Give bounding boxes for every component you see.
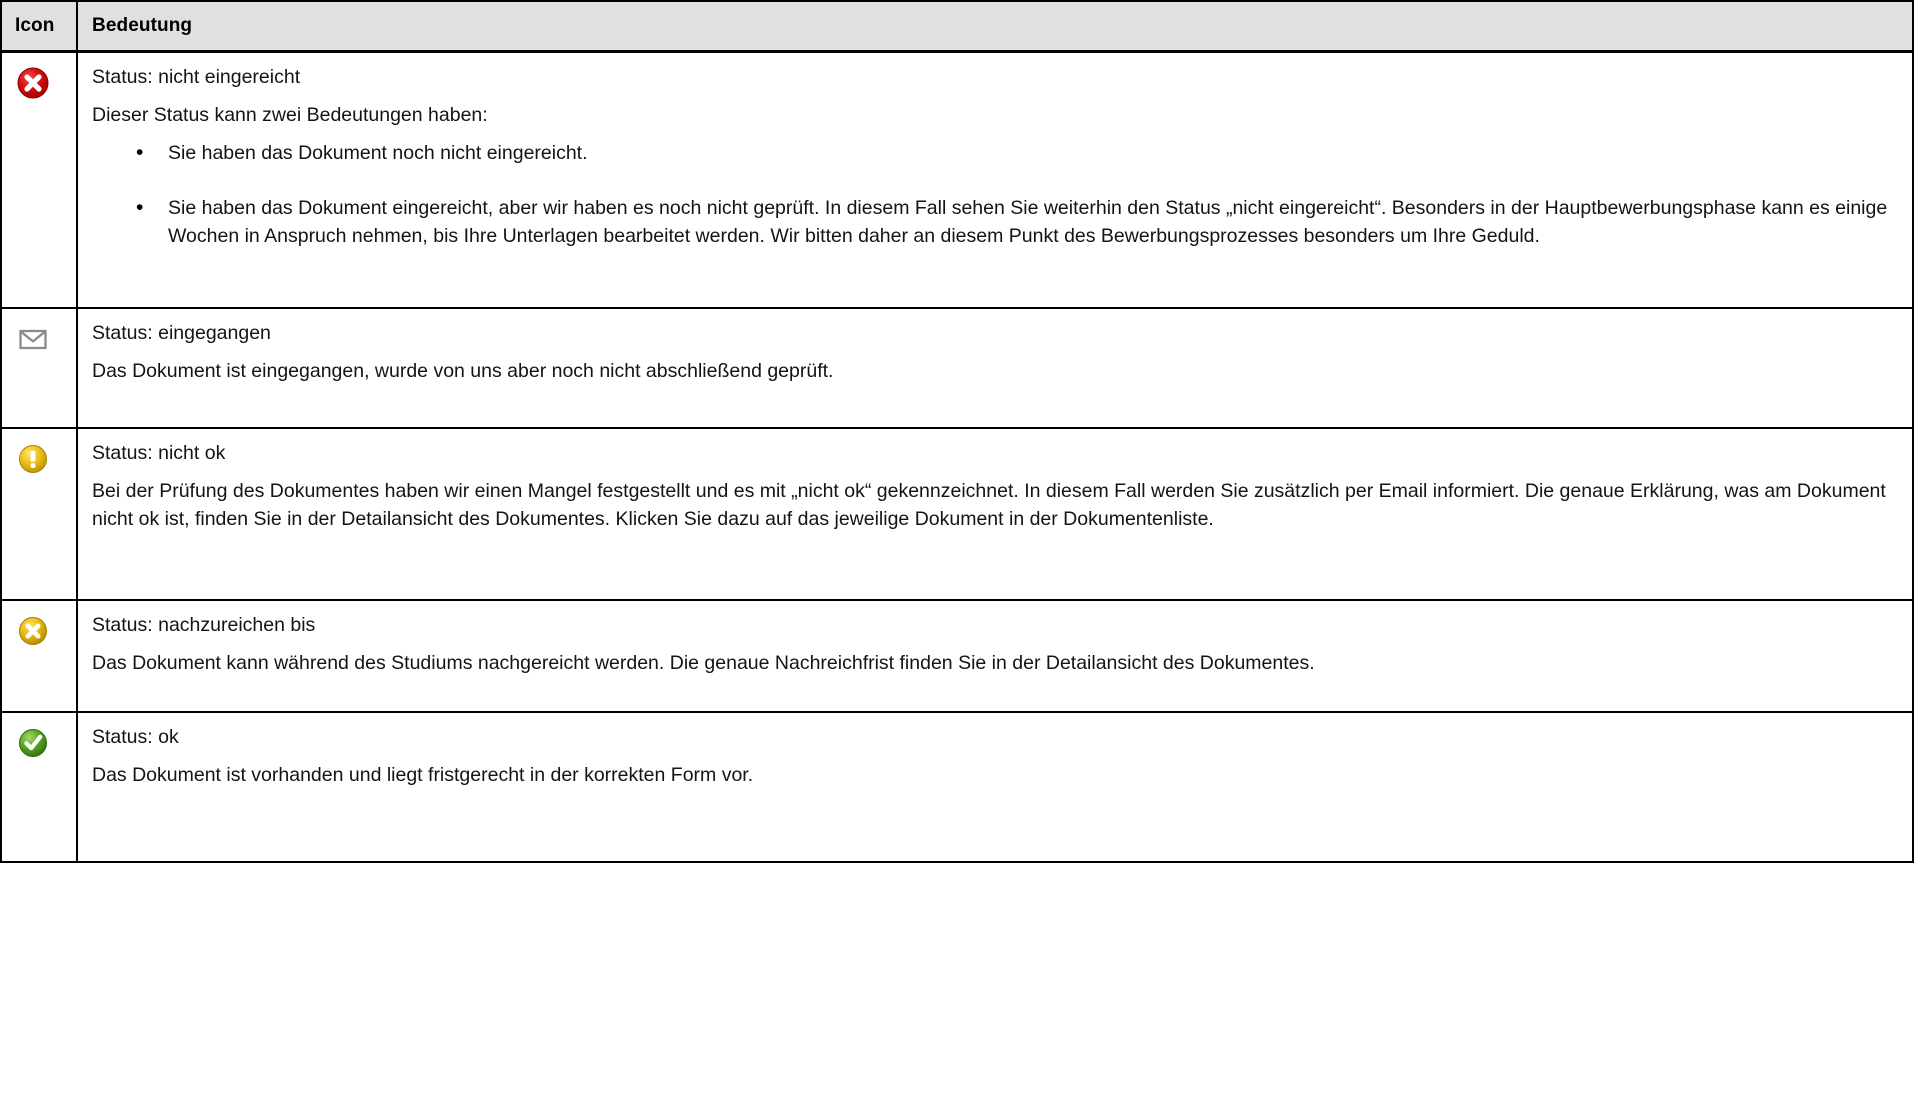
status-label: Status: eingegangen — [92, 321, 271, 344]
meaning-cell — [77, 308, 1913, 428]
status-label: Status: nicht eingereicht — [92, 66, 301, 88]
meaning-cell — [77, 712, 1913, 862]
meaning-cell — [77, 600, 1913, 712]
status-description: Das Dokument kann während des Studiums nachgereicht werden. Die genaue Nachreichfrist finden Sie in der Detailansicht des Dokumentes. — [92, 651, 1315, 674]
status-description: Das Dokument ist eingegangen, wurde von uns aber noch nicht abschließend geprüft. — [92, 359, 834, 382]
yellow-circle-exclamation-icon — [16, 442, 50, 476]
table-row — [1, 308, 1913, 428]
envelope-icon — [16, 322, 50, 356]
icon-cell — [1, 428, 77, 600]
status-intro: Dieser Status kann zwei Bedeutungen haben: — [92, 104, 488, 126]
meaning-cell — [77, 52, 1913, 308]
list-item: • Sie haben das Dokument eingereicht, aber wir haben es noch nicht geprüft. In diesem Fall sehen Sie weiterhin den Status „nicht eingereicht“. Besonders in der Hauptbewerbungsphase kann es einige Wochen in Anspruch nehmen, bis Ihre Unterlagen bearbeitet werden. Wir bitten daher an diesem Punkt des Bewerbungsprozesses besonders um Ihre Geduld. — [168, 194, 1896, 251]
table-row — [1, 52, 1913, 308]
column-header-meaning: Bedeutung — [77, 1, 1913, 52]
table-row — [1, 428, 1913, 600]
icon-cell — [1, 600, 77, 712]
status-label: Status: nicht ok — [92, 441, 226, 464]
table-row — [1, 600, 1913, 712]
status-description: Das Dokument ist vorhanden und liegt fristgerecht in der korrekten Form vor. — [92, 763, 754, 786]
status-label: Status: ok — [92, 725, 179, 748]
icon-cell — [1, 308, 77, 428]
table-row — [1, 712, 1913, 862]
table-header-row — [1, 1, 1913, 52]
icon-cell — [1, 52, 77, 308]
meaning-cell — [77, 428, 1913, 600]
column-header-icon: Icon — [1, 1, 77, 52]
red-circle-x-icon — [16, 66, 50, 100]
table-header — [1, 1, 1913, 52]
list-item: • Sie haben das Dokument noch nicht eingereicht. — [168, 139, 1896, 167]
yellow-circle-x-icon — [16, 614, 50, 648]
green-circle-check-icon — [16, 726, 50, 760]
icon-cell — [1, 712, 77, 862]
status-bullet-list — [92, 139, 1896, 250]
status-label: Status: nachzureichen bis — [92, 613, 316, 636]
status-description: Bei der Prüfung des Dokumentes haben wir einen Mangel festgestellt und es mit „nicht ok“ gekennzeichnet. In diesem Fall werden Sie zusätzlich per Email informiert. Die genaue Erklärung, was am Dokument nicht ok ist, finden Sie in der Detailansicht des Dokumentes. Klicken Sie dazu auf das jeweilige Dokument in der Dokumentenliste. — [92, 479, 1886, 530]
table-body — [1, 52, 1913, 862]
